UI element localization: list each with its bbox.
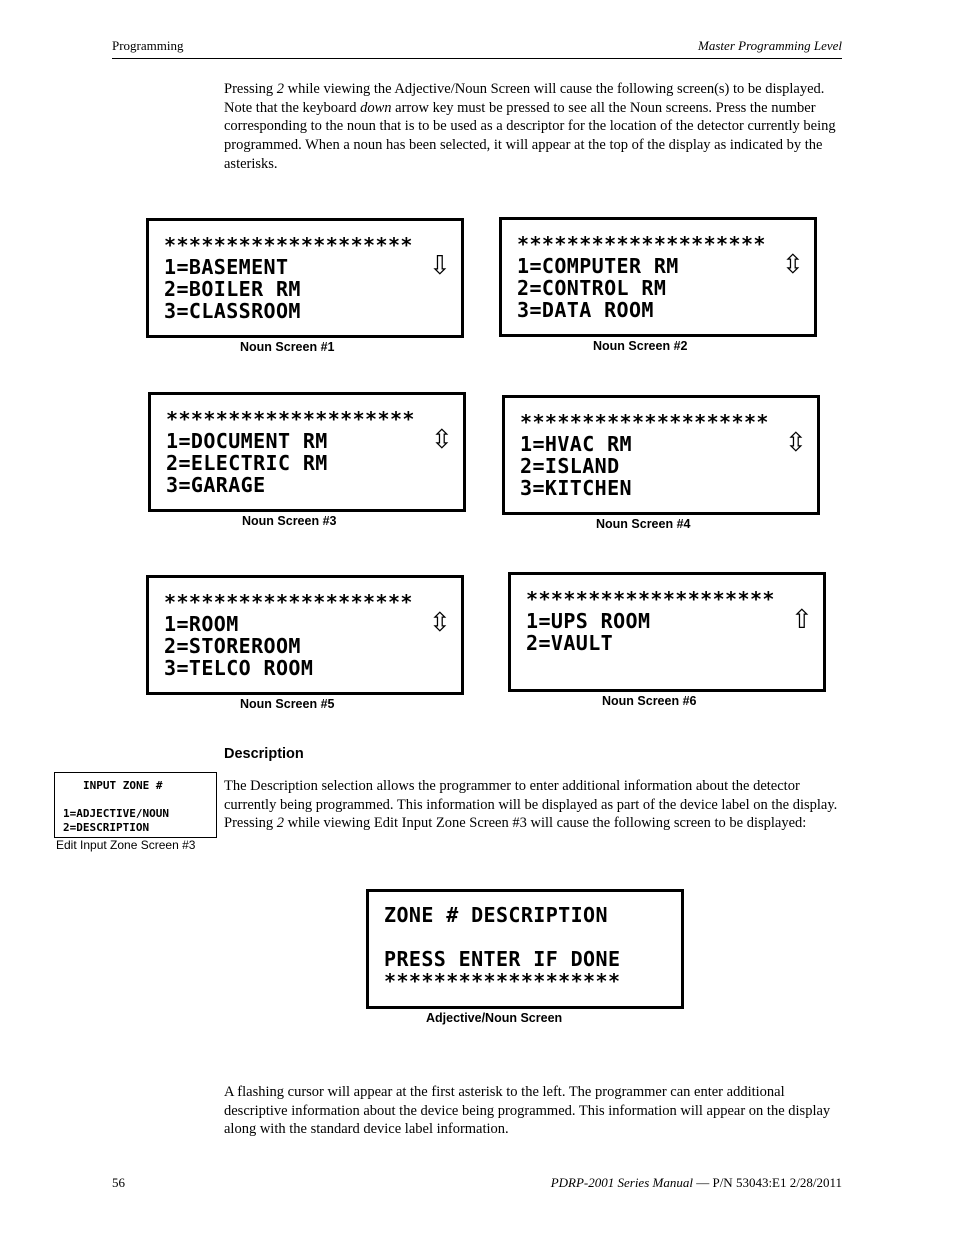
lcd-line: 3=TELCO ROOM	[164, 656, 314, 680]
lcd-line: 1=HVAC RM	[520, 432, 632, 456]
noun-screen-1-caption: Noun Screen #1	[240, 340, 335, 354]
noun-screen-4	[502, 395, 820, 515]
lcd-line: ********************	[526, 587, 775, 611]
noun-screen-6	[508, 572, 826, 692]
intro-paragraph	[224, 80, 842, 174]
lcd-line: *******************	[384, 969, 621, 993]
lcd-line	[526, 654, 823, 676]
page-number: 56	[112, 1175, 125, 1190]
noun-screen-6-caption: Noun Screen #6	[602, 694, 697, 708]
intro-down-word: down	[360, 99, 392, 116]
lcd-line: 1=COMPUTER RM	[517, 254, 679, 278]
down-arrow-icon: ⇩	[428, 251, 451, 281]
noun-screen-3-caption: Noun Screen #3	[242, 514, 337, 528]
lcd-line: 1=DOCUMENT RM	[166, 429, 328, 453]
closing-paragraph: A flashing cursor will appear at the first asterisk to the left. The programmer can enter additional descriptive information about the device being programmed. This information will appear on the display along with the standard device label information.	[224, 1084, 831, 1138]
lcd-line: 2=BOILER RM	[164, 277, 301, 301]
noun-screen-2	[499, 217, 817, 337]
up-down-arrow-icon: ⇳	[430, 425, 453, 455]
lcd-line: 1=BASEMENT	[164, 255, 289, 279]
header-rule	[112, 58, 842, 59]
footer-manual-info	[551, 1175, 842, 1191]
lcd-line: 2=ELECTRIC RM	[166, 451, 328, 475]
lcd-line: 2=ISLAND	[520, 454, 620, 478]
noun-screen-5	[146, 575, 464, 695]
intro-text-2: while viewing the Adjective/Noun Screen will cause the following screen(s) to be displayed. Note that the keyboard	[224, 81, 825, 116]
lcd-line: ********************	[164, 590, 413, 614]
noun-screen-5-caption: Noun Screen #5	[240, 697, 335, 711]
desc-screen-caption: Adjective/Noun Screen	[426, 1011, 563, 1025]
noun-screen-3	[148, 392, 466, 512]
intro-text-1: Pressing	[224, 81, 277, 97]
lcd-line: PRESS ENTER IF DONE	[384, 947, 621, 971]
description-key: 2	[276, 815, 285, 832]
lcd-line: 2=DESCRIPTION	[63, 821, 150, 834]
lcd-line	[63, 793, 216, 807]
lcd-line: ********************	[517, 232, 766, 256]
intro-text-3: arrow key must be pressed to see all the Noun screens. Press the number corresponding to the noun that is to be used as a descriptor for the location of the detector currently being programmed. When a noun has been selected, it will appear at the top of the display as indicated by the asterisks.	[224, 99, 836, 172]
lcd-line: 3=GARAGE	[166, 473, 266, 497]
description-text-2: while viewing Edit Input Zone Screen #3 will cause the following screen to be displayed:	[284, 815, 807, 832]
edit-screen-caption: Edit Input Zone Screen #3	[56, 838, 196, 852]
description-paragraph	[224, 777, 842, 833]
lcd-line: 2=CONTROL RM	[517, 276, 667, 300]
description-text-1: The Description selection allows the programmer to enter additional information about the detector currently being programmed. This information will be displayed as part of the device label on the display. Pressing	[224, 778, 838, 832]
intro-key: 2	[276, 81, 285, 97]
zone-description-screen	[366, 889, 684, 1009]
description-heading: Description	[224, 746, 304, 762]
header-chapter: Master Programming Level	[698, 38, 842, 53]
lcd-line: 1=UPS ROOM	[526, 609, 651, 633]
noun-screen-1	[146, 218, 464, 338]
lcd-line: 3=KITCHEN	[520, 476, 632, 500]
lcd-line: ********************	[166, 407, 415, 431]
up-arrow-icon: ⇧	[790, 605, 813, 635]
noun-screen-4-caption: Noun Screen #4	[596, 517, 691, 531]
lcd-line: 2=VAULT	[526, 631, 614, 655]
lcd-line	[384, 926, 681, 948]
lcd-line: 1=ROOM	[164, 612, 239, 636]
up-down-arrow-icon: ⇳	[428, 608, 451, 638]
footer-separator: —	[692, 1175, 713, 1190]
lcd-line: ********************	[164, 233, 413, 257]
lcd-line: 2=STOREROOM	[164, 634, 301, 658]
lcd-line: 3=CLASSROOM	[164, 299, 301, 323]
lcd-line: INPUT ZONE #	[83, 779, 163, 792]
lcd-line: 3=DATA ROOM	[517, 298, 654, 322]
lcd-line: ZONE # DESCRIPTION	[384, 903, 608, 927]
header-section: Programming	[112, 38, 184, 53]
up-down-arrow-icon: ⇳	[784, 428, 807, 458]
lcd-line: 1=ADJECTIVE/NOUN	[63, 807, 169, 820]
up-down-arrow-icon: ⇳	[781, 250, 804, 280]
footer-manual-title: PDRP-2001 Series Manual	[550, 1175, 693, 1190]
lcd-line: ********************	[520, 410, 769, 434]
edit-input-zone-screen-3	[54, 772, 217, 838]
footer-part-number: P/N 53043:E1 2/28/2011	[712, 1175, 842, 1190]
noun-screen-2-caption: Noun Screen #2	[593, 339, 688, 353]
